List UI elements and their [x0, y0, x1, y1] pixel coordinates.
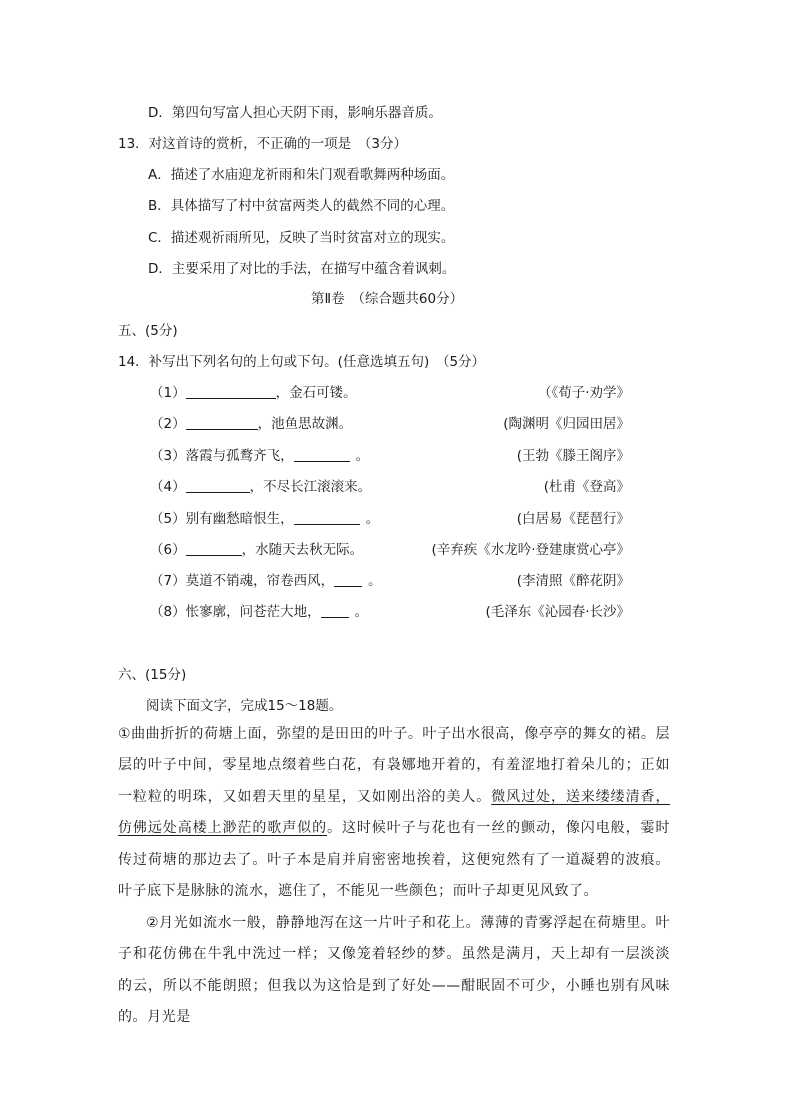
q14-item [150, 603, 368, 621]
q14-item [150, 478, 371, 496]
item-text: 。 [368, 573, 382, 589]
paragraph-text: 。这时候叶子与花也有一丝的颤动，像闪电般，霎时传过荷塘的那边去了。叶子本是肩并肩密密地挨着，这便宛然有了一道凝碧的波痕。叶子底下是脉脉的流水，遮住了，不能见一些颜色；而叶子却更见风致了。 [118, 820, 670, 900]
item-number: （7） [150, 573, 186, 589]
reading-paragraph-2: ②月光如流水一般，静静地泻在这一片叶子和花上。薄薄的青雾浮起在荷塘里。叶子和花仿佛在牛乳中洗过一样；又像笼着轻纱的梦。虽然是满月，天上却有一层淡淡的云，所以不能朗照；但我以为这恰是到了好处——酣眠固不可少，小睡也别有风味的。月光是 [118, 915, 670, 1026]
item-source: (白居易《琵琶行》 [516, 511, 630, 527]
answer-blank[interactable] [294, 447, 350, 462]
answer-blank[interactable] [186, 415, 258, 430]
volume-2-title: 第Ⅱ卷 （综合题共60分） [311, 291, 464, 307]
section-6-heading: 六、(15分) [118, 667, 187, 683]
q13-option-a: A．描述了水庙迎龙祈雨和朱门观看歌舞两种场面。 [148, 167, 455, 183]
item-text: 。 [354, 604, 369, 620]
q14-item [150, 510, 379, 528]
q14-item [150, 541, 363, 559]
item-source: (杜甫《登高》 [543, 479, 630, 495]
paragraph-text: ①曲曲折折的荷塘上面，弥望的是田田的叶子。叶子出水很高，像亭亭的舞女的裙。层层的叶子中间，零星地点缀着些白花，有袅娜地开着的，有羞涩地打着朵儿的；正如一粒粒的明珠，又如碧天里的星星，又如刚出浴的美人。 [118, 726, 670, 805]
q13-option-d: D．主要采用了对比的手法，在描写中蕴含着讽刺。 [148, 261, 456, 277]
item-number: （5） [150, 511, 186, 527]
item-source: (毛泽东《沁园春·长沙》 [485, 604, 630, 620]
answer-blank[interactable] [186, 541, 242, 556]
answer-blank[interactable] [186, 478, 250, 493]
q13-option-b: B．具体描写了村中贫富两类人的截然不同的心理。 [148, 198, 455, 214]
item-text: ，水随天去秋无际。 [241, 542, 364, 558]
item-source: (李清照《醉花阴》 [516, 573, 630, 589]
item-number: （3） [150, 448, 186, 464]
item-source: (王勃《滕王阁序》 [516, 448, 630, 464]
item-number: （2） [150, 416, 186, 432]
item-text: ，池鱼思故渊。 [257, 416, 353, 432]
item-text: 莫道不销魂，帘卷西风， [185, 573, 335, 589]
item-text: 落霞与孤鹜齐飞， [185, 448, 294, 464]
item-text: 怅寥廓，问苍茫大地， [185, 604, 321, 620]
item-number: （6） [150, 542, 186, 558]
item-text: ，不尽长江滚滚来。 [249, 479, 372, 495]
reading-paragraph-1 [118, 719, 670, 907]
q14-stem: 14．补写出下列名句的上句或下句。(任意选填五句) （5分） [118, 354, 486, 370]
item-source: (陶渊明《归园田居》 [503, 416, 630, 432]
q12-option-d: D．第四句写富人担心天阴下雨，影响乐器音质。 [148, 105, 442, 121]
answer-blank[interactable] [294, 510, 360, 525]
item-text: 别有幽愁暗恨生， [185, 511, 294, 527]
q13-stem: 13．对这首诗的赏析，不正确的一项是 （3分） [118, 136, 408, 152]
item-source: （《荀子·劝学》 [537, 385, 630, 401]
section-5-heading: 五、(5分) [118, 323, 178, 339]
item-number: （1） [150, 385, 186, 401]
q14-item [150, 447, 369, 465]
answer-blank[interactable] [186, 384, 276, 399]
answer-blank[interactable] [321, 603, 349, 618]
item-source: (辛弃疾《水龙吟·登建康赏心亭》 [431, 542, 630, 558]
item-number: （4） [150, 479, 186, 495]
q14-item [150, 572, 382, 590]
q13-option-c: C．描述观祈雨所见，反映了当时贫富对立的现实。 [148, 230, 455, 246]
item-number: （8） [150, 604, 186, 620]
underlined-sentence: 微风过处，送来缕缕清香，仿佛远处高楼上渺茫的歌声似的 [118, 788, 671, 837]
answer-blank[interactable] [334, 572, 362, 587]
reading-intro: 阅读下面文字，完成15～18题。 [146, 698, 343, 714]
q14-item [150, 384, 357, 402]
q14-item [150, 415, 352, 433]
item-text: ，金石可镂。 [275, 385, 357, 401]
item-text: 。 [365, 511, 380, 527]
item-text: 。 [355, 448, 370, 464]
